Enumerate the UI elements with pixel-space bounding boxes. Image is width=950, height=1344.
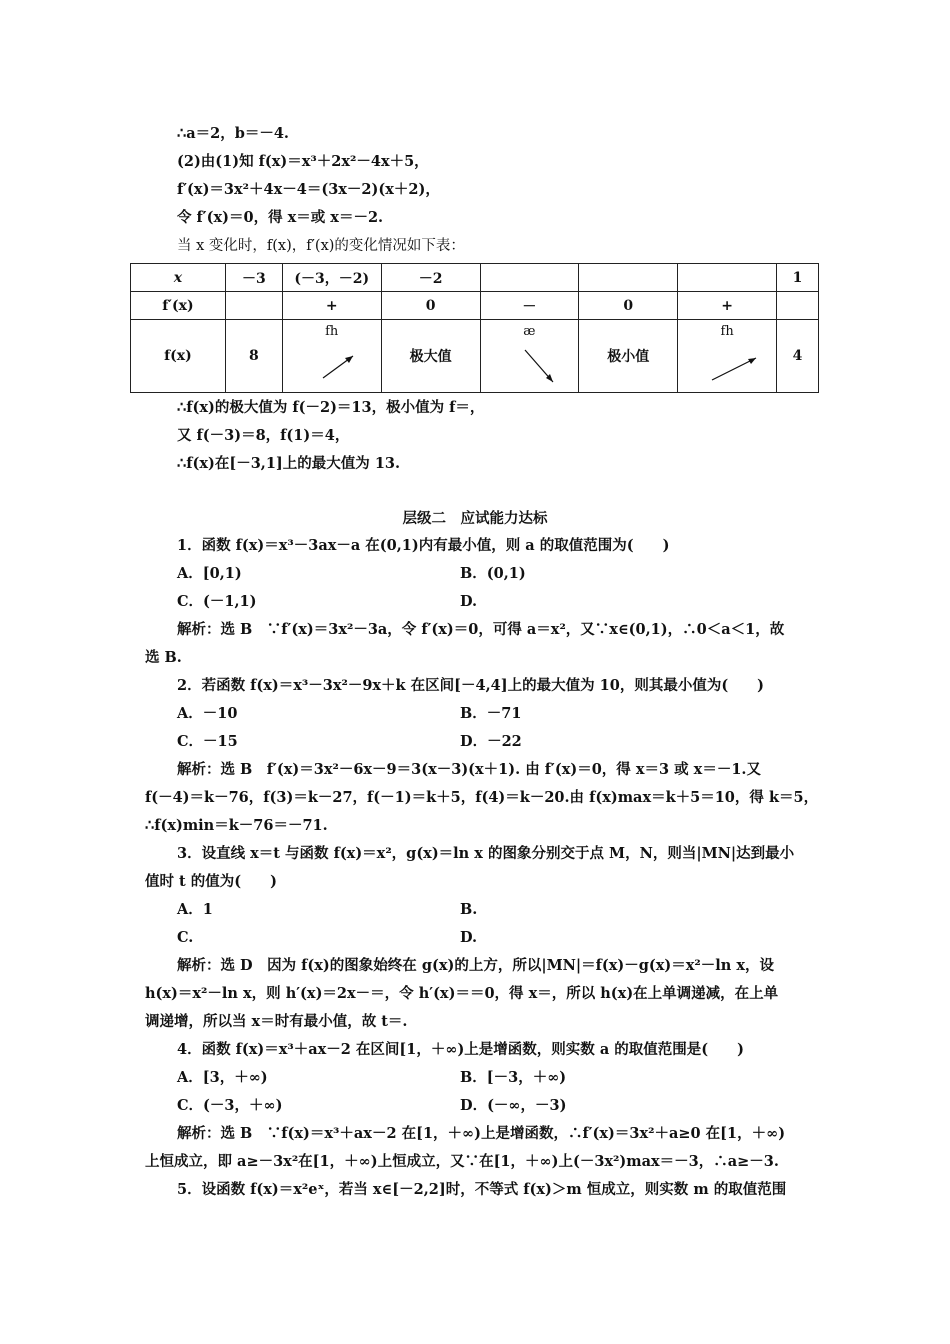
table-cell: － — [480, 292, 579, 320]
decreasing-cell — [480, 320, 579, 393]
table-cell: 0 — [579, 292, 678, 320]
solution-line: f′(x)＝3x²＋4x－4＝(3x－2)(x＋2)， — [177, 181, 440, 198]
table-cell: x — [131, 264, 226, 292]
section-heading: 层级二 应试能力达标 — [402, 510, 548, 527]
option-c: C．(－1,1) — [177, 593, 257, 610]
table-cell: －2 — [381, 264, 480, 292]
solution-line: ∴a＝2，b＝－4. — [177, 125, 289, 142]
question-stem: 5．设函数 f(x)＝x²eˣ，若当 x∈[－2,2]时，不等式 f(x)＞m 恒成立，则实数 m 的取值范围 — [177, 1181, 787, 1198]
option-b: B．－71 — [460, 705, 522, 722]
option-c: C. — [177, 929, 194, 946]
option-c: C．(－3，＋∞) — [177, 1097, 283, 1114]
solution-line: (2)由(1)知 f(x)＝x³＋2x²－4x＋5， — [177, 153, 429, 170]
option-a: A．[0,1) — [177, 565, 242, 582]
table-cell: (－3，－2) — [282, 264, 381, 292]
decreasing-arrow-icon — [481, 320, 580, 392]
table-cell — [579, 264, 678, 292]
solution-line: ∴f(x)在[－3,1]上的最大值为 13. — [177, 455, 401, 472]
table-cell: f′(x) — [131, 292, 226, 320]
table-cell: 极大值 — [381, 320, 480, 393]
question-stem: 值时 t 的值为( ) — [145, 873, 278, 890]
table-caption: 当 x 变化时，f(x)，f′(x)的变化情况如下表： — [177, 238, 465, 254]
option-b: B．[－3，＋∞) — [460, 1069, 567, 1086]
table-cell — [777, 292, 819, 320]
option-d: D．(－∞，－3) — [460, 1097, 567, 1114]
solution-line: ∴f(x)的极大值为 f(－2)＝13，极小值为 f＝， — [177, 399, 485, 416]
increasing-arrow-icon — [678, 320, 777, 392]
solution-line: 解析：选 B ∵f′(x)＝3x²－3a，令 f′(x)＝0，可得 a＝x²，又∵x∈(0,1)，∴0＜a＜1，故 — [177, 621, 785, 638]
increasing-cell — [678, 320, 777, 393]
glyph-label: fh — [720, 324, 734, 339]
increasing-arrow-icon — [283, 320, 382, 392]
table-cell: 8 — [225, 320, 282, 393]
question-stem: 4．函数 f(x)＝x³＋ax－2 在区间[1，＋∞)上是增函数，则实数 a 的取值范围是( ) — [177, 1041, 745, 1058]
option-b: B. — [460, 901, 478, 918]
option-d: D. — [460, 929, 478, 946]
table-cell: 4 — [777, 320, 819, 393]
solution-line: 调递增，所以当 x＝时有最小值，故 t＝. — [145, 1013, 408, 1030]
table-cell: + — [678, 292, 777, 320]
glyph-label: fh — [325, 324, 339, 339]
solution-line: 解析：选 D 因为 f(x)的图象始终在 g(x)的上方，所以|MN|＝f(x)－g(x)＝x²－ln x，设 — [177, 957, 775, 974]
solution-line: 令 f′(x)＝0，得 x＝或 x＝－2. — [177, 209, 384, 226]
option-d: D. — [460, 593, 478, 610]
solution-line: ∴f(x)min＝k－76＝－71. — [145, 817, 328, 834]
option-a: A．1 — [177, 901, 213, 918]
solution-line: f(－4)＝k－76，f(3)＝k－27，f(－1)＝k＋5，f(4)＝k－20.由 f(x)max＝k＋5＝10，得 k＝5， — [145, 789, 819, 806]
solution-line: 解析：选 B f′(x)＝3x²－6x－9＝3(x－3)(x＋1). 由 f′(x)＝0，得 x＝3 或 x＝－1.又 — [177, 761, 761, 778]
solution-line: 上恒成立，即 a≥－3x²在[1，＋∞)上恒成立，又∵在[1，＋∞)上(－3x²)max＝－3，∴a≥－3. — [145, 1153, 779, 1170]
glyph-label: æ — [523, 324, 536, 339]
table-cell — [480, 264, 579, 292]
option-b: B．(0,1) — [460, 565, 526, 582]
table-cell: －3 — [225, 264, 282, 292]
table-cell: 0 — [381, 292, 480, 320]
table-cell: + — [282, 292, 381, 320]
table-row-derivative — [131, 292, 819, 320]
table-cell: f(x) — [131, 320, 226, 393]
table-cell: 1 — [777, 264, 819, 292]
option-a: A．－10 — [177, 705, 238, 722]
table-row-function — [131, 320, 819, 393]
solution-line: 解析：选 B ∵f(x)＝x³＋ax－2 在[1，＋∞)上是增函数，∴f′(x)＝3x²＋a≥0 在[1，＋∞) — [177, 1125, 786, 1142]
table-row-x — [131, 264, 819, 292]
solution-line: 又 f(－3)＝8，f(1)＝4， — [177, 427, 350, 444]
question-stem: 1．函数 f(x)＝x³－3ax－a 在(0,1)内有最小值，则 a 的取值范围为( ) — [177, 537, 670, 554]
solution-line: h(x)＝x²－ln x，则 h′(x)＝2x－＝，令 h′(x)＝＝0，得 x＝，所以 h(x)在上单调递减，在上单 — [145, 985, 779, 1002]
option-c: C．－15 — [177, 733, 238, 750]
option-d: D．－22 — [460, 733, 522, 750]
table-cell: 极小值 — [579, 320, 678, 393]
variation-table — [130, 263, 819, 393]
question-stem: 2．若函数 f(x)＝x³－3x²－9x＋k 在区间[－4,4]上的最大值为 10，则其最小值为( ) — [177, 677, 765, 694]
question-stem: 3．设直线 x＝t 与函数 f(x)＝x²，g(x)＝ln x 的图象分别交于点 M，N，则当|MN|达到最小 — [177, 845, 795, 862]
table-cell — [678, 264, 777, 292]
increasing-cell — [282, 320, 381, 393]
option-a: A．[3，＋∞) — [177, 1069, 268, 1086]
solution-line: 选 B. — [145, 649, 182, 666]
table-cell — [225, 292, 282, 320]
